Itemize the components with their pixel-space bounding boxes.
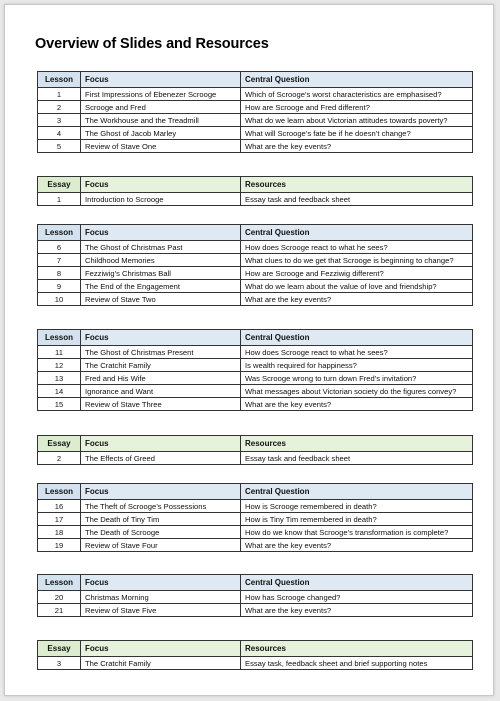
cell-focus: The Theft of Scrooge’s Possessions — [81, 500, 241, 513]
document-page — [4, 4, 494, 696]
cell-focus: The End of the Engagement — [81, 280, 241, 293]
cell-focus: Christmas Morning — [81, 591, 241, 604]
header-essay: Essay — [38, 641, 81, 657]
cell-focus: The Death of Tiny Tim — [81, 513, 241, 526]
cell-number: 11 — [38, 346, 81, 359]
table-row — [38, 513, 473, 526]
header-resources: Resources — [241, 436, 473, 452]
cell-number: 19 — [38, 539, 81, 552]
cell-resources: Essay task and feedback sheet — [241, 452, 473, 465]
table-row — [38, 385, 473, 398]
header-central-question: Central Question — [241, 330, 473, 346]
table-row — [38, 452, 473, 465]
cell-question: How are Scrooge and Fred different? — [241, 101, 473, 114]
header-focus: Focus — [81, 225, 241, 241]
table-row — [38, 114, 473, 127]
table-header-row — [38, 484, 473, 500]
cell-focus: Review of Stave Five — [81, 604, 241, 617]
cell-question: What will Scrooge’s fate be if he doesn’t change? — [241, 127, 473, 140]
table-header-row — [38, 72, 473, 88]
essay-table-three — [37, 640, 473, 670]
cell-question: Is wealth required for happiness? — [241, 359, 473, 372]
cell-focus: Fred and His Wife — [81, 372, 241, 385]
cell-question: How does Scrooge react to what he sees? — [241, 346, 473, 359]
table-row — [38, 140, 473, 153]
lesson-table-stave-four — [37, 483, 473, 552]
header-focus: Focus — [81, 575, 241, 591]
header-central-question: Central Question — [241, 225, 473, 241]
cell-number: 6 — [38, 241, 81, 254]
cell-question: How has Scrooge changed? — [241, 591, 473, 604]
header-lesson: Lesson — [38, 72, 81, 88]
cell-focus: The Cratchit Family — [81, 657, 241, 670]
lesson-table-stave-one — [37, 71, 473, 153]
essay-table-one — [37, 176, 473, 206]
table-header-row — [38, 177, 473, 193]
cell-number: 5 — [38, 140, 81, 153]
header-essay: Essay — [38, 177, 81, 193]
cell-number: 2 — [38, 452, 81, 465]
cell-number: 10 — [38, 293, 81, 306]
cell-focus: First Impressions of Ebenezer Scrooge — [81, 88, 241, 101]
header-lesson: Lesson — [38, 330, 81, 346]
table-header-row — [38, 436, 473, 452]
cell-question: How does Scrooge react to what he sees? — [241, 241, 473, 254]
table-row — [38, 500, 473, 513]
header-lesson: Lesson — [38, 484, 81, 500]
table-row — [38, 539, 473, 552]
header-focus: Focus — [81, 330, 241, 346]
table-row — [38, 88, 473, 101]
lesson-table-stave-five — [37, 574, 473, 617]
cell-number: 1 — [38, 193, 81, 206]
cell-focus: Review of Stave Two — [81, 293, 241, 306]
table-row — [38, 398, 473, 411]
table-row — [38, 604, 473, 617]
cell-focus: Ignorance and Want — [81, 385, 241, 398]
cell-number: 9 — [38, 280, 81, 293]
cell-question: What are the key events? — [241, 140, 473, 153]
cell-question: How is Tiny Tim remembered in death? — [241, 513, 473, 526]
header-focus: Focus — [81, 177, 241, 193]
cell-question: What messages about Victorian society do the figures convey? — [241, 385, 473, 398]
cell-focus: The Ghost of Jacob Marley — [81, 127, 241, 140]
table-row — [38, 359, 473, 372]
cell-question: What do we learn about the value of love and friendship? — [241, 280, 473, 293]
cell-number: 3 — [38, 114, 81, 127]
header-central-question: Central Question — [241, 72, 473, 88]
cell-number: 13 — [38, 372, 81, 385]
cell-focus: Scrooge and Fred — [81, 101, 241, 114]
table-row — [38, 267, 473, 280]
table-header-row — [38, 575, 473, 591]
cell-question: Was Scrooge wrong to turn down Fred’s invitation? — [241, 372, 473, 385]
header-focus: Focus — [81, 641, 241, 657]
table-row — [38, 346, 473, 359]
cell-focus: The Effects of Greed — [81, 452, 241, 465]
lesson-table-stave-two — [37, 224, 473, 306]
cell-question: What clues to do we get that Scrooge is beginning to change? — [241, 254, 473, 267]
cell-number: 4 — [38, 127, 81, 140]
cell-focus: Introduction to Scrooge — [81, 193, 241, 206]
header-central-question: Central Question — [241, 484, 473, 500]
header-essay: Essay — [38, 436, 81, 452]
header-focus: Focus — [81, 484, 241, 500]
table-header-row — [38, 330, 473, 346]
header-central-question: Central Question — [241, 575, 473, 591]
cell-number: 18 — [38, 526, 81, 539]
cell-number: 8 — [38, 267, 81, 280]
cell-focus: The Ghost of Christmas Past — [81, 241, 241, 254]
cell-question: What are the key events? — [241, 398, 473, 411]
lesson-table-stave-three — [37, 329, 473, 411]
cell-resources: Essay task and feedback sheet — [241, 193, 473, 206]
cell-number: 16 — [38, 500, 81, 513]
table-row — [38, 101, 473, 114]
table-row — [38, 526, 473, 539]
cell-question: What are the key events? — [241, 539, 473, 552]
cell-number: 20 — [38, 591, 81, 604]
cell-question: What are the key events? — [241, 604, 473, 617]
essay-table-two — [37, 435, 473, 465]
table-row — [38, 241, 473, 254]
cell-focus: The Ghost of Christmas Present — [81, 346, 241, 359]
table-row — [38, 372, 473, 385]
header-resources: Resources — [241, 177, 473, 193]
cell-focus: The Death of Scrooge — [81, 526, 241, 539]
table-row — [38, 193, 473, 206]
cell-question: How is Scrooge remembered in death? — [241, 500, 473, 513]
header-lesson: Lesson — [38, 575, 81, 591]
cell-number: 15 — [38, 398, 81, 411]
header-focus: Focus — [81, 72, 241, 88]
cell-question: Which of Scrooge’s worst characteristics are emphasised? — [241, 88, 473, 101]
cell-focus: Fezziwig’s Christmas Ball — [81, 267, 241, 280]
table-row — [38, 127, 473, 140]
table-row — [38, 591, 473, 604]
cell-number: 1 — [38, 88, 81, 101]
cell-question: How do we know that Scrooge’s transformation is complete? — [241, 526, 473, 539]
cell-number: 7 — [38, 254, 81, 267]
table-row — [38, 254, 473, 267]
cell-focus: Childhood Memories — [81, 254, 241, 267]
cell-number: 17 — [38, 513, 81, 526]
table-row — [38, 280, 473, 293]
table-row — [38, 293, 473, 306]
cell-focus: The Workhouse and the Treadmill — [81, 114, 241, 127]
header-lesson: Lesson — [38, 225, 81, 241]
cell-number: 12 — [38, 359, 81, 372]
table-header-row — [38, 225, 473, 241]
table-row — [38, 657, 473, 670]
cell-question: How are Scrooge and Fezziwig different? — [241, 267, 473, 280]
cell-number: 3 — [38, 657, 81, 670]
cell-focus: Review of Stave Three — [81, 398, 241, 411]
cell-focus: The Cratchit Family — [81, 359, 241, 372]
cell-number: 14 — [38, 385, 81, 398]
cell-question: What are the key events? — [241, 293, 473, 306]
page-title: Overview of Slides and Resources — [35, 36, 269, 52]
table-header-row — [38, 641, 473, 657]
header-focus: Focus — [81, 436, 241, 452]
cell-focus: Review of Stave Four — [81, 539, 241, 552]
cell-focus: Review of Stave One — [81, 140, 241, 153]
cell-number: 2 — [38, 101, 81, 114]
header-resources: Resources — [241, 641, 473, 657]
cell-question: What do we learn about Victorian attitudes towards poverty? — [241, 114, 473, 127]
cell-number: 21 — [38, 604, 81, 617]
cell-resources: Essay task, feedback sheet and brief supporting notes — [241, 657, 473, 670]
